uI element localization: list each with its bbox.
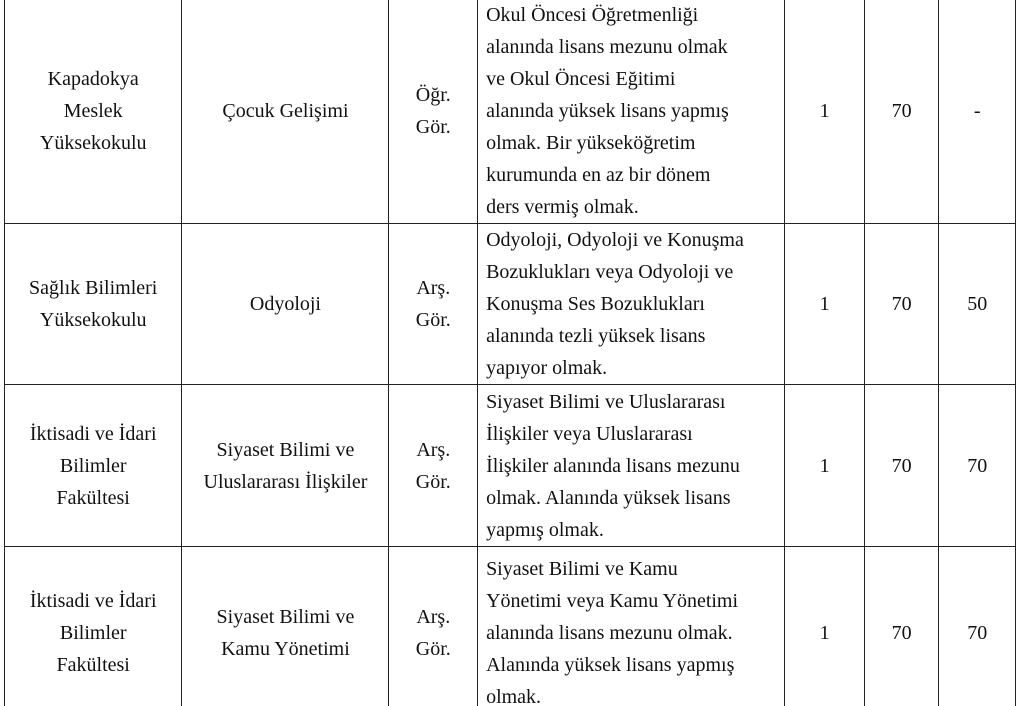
ales-cell: 70 xyxy=(864,547,939,706)
requirement-cell: Siyaset Bilimi ve Kamu Yönetimi veya Kamu Yönetimi alanında lisans mezunu olmak. Alanında yüksek lisans yapmış olmak. xyxy=(478,547,785,706)
requirement-cell: Odyoloji, Odyoloji ve Konuşma Bozuklukları veya Odyoloji ve Konuşma Ses Bozuklukları alanında tezli yüksek lisans yapıyor olmak. xyxy=(478,224,785,385)
count-cell: 1 xyxy=(785,224,864,385)
department-cell: Siyaset Bilimi ve Uluslararası İlişkiler xyxy=(182,385,389,547)
count-cell: 1 xyxy=(785,0,864,224)
table-row xyxy=(5,547,1016,706)
title-cell: Arş. Gör. xyxy=(389,547,478,706)
count-cell: 1 xyxy=(785,385,864,547)
unit-cell: Kapadokya Meslek Yüksekokulu xyxy=(5,0,182,224)
staff-positions-table xyxy=(4,0,1016,706)
requirement-cell: Okul Öncesi Öğretmenliği alanında lisans mezunu olmak ve Okul Öncesi Eğitimi alanında yüksek lisans yapmış olmak. Bir yükseköğretim kurumunda en az bir dönem ders vermiş olmak. xyxy=(478,0,785,224)
language-cell: - xyxy=(939,0,1016,224)
table-row xyxy=(5,224,1016,385)
unit-cell: İktisadi ve İdari Bilimler Fakültesi xyxy=(5,547,182,706)
table-row xyxy=(5,385,1016,547)
department-cell: Odyoloji xyxy=(182,224,389,385)
language-cell: 70 xyxy=(939,385,1016,547)
ales-cell: 70 xyxy=(864,224,939,385)
unit-cell: Sağlık Bilimleri Yüksekokulu xyxy=(5,224,182,385)
table-row xyxy=(5,0,1016,224)
title-cell: Öğr. Gör. xyxy=(389,0,478,224)
language-cell: 70 xyxy=(939,547,1016,706)
department-cell: Çocuk Gelişimi xyxy=(182,0,389,224)
title-cell: Arş. Gör. xyxy=(389,385,478,547)
ales-cell: 70 xyxy=(864,385,939,547)
language-cell: 50 xyxy=(939,224,1016,385)
title-cell: Arş. Gör. xyxy=(389,224,478,385)
requirement-cell: Siyaset Bilimi ve Uluslararası İlişkiler veya Uluslararası İlişkiler alanında lisans mezunu olmak. Alanında yüksek lisans yapmış olmak. xyxy=(478,385,785,547)
count-cell: 1 xyxy=(785,547,864,706)
unit-cell: İktisadi ve İdari Bilimler Fakültesi xyxy=(5,385,182,547)
department-cell: Siyaset Bilimi ve Kamu Yönetimi xyxy=(182,547,389,706)
ales-cell: 70 xyxy=(864,0,939,224)
